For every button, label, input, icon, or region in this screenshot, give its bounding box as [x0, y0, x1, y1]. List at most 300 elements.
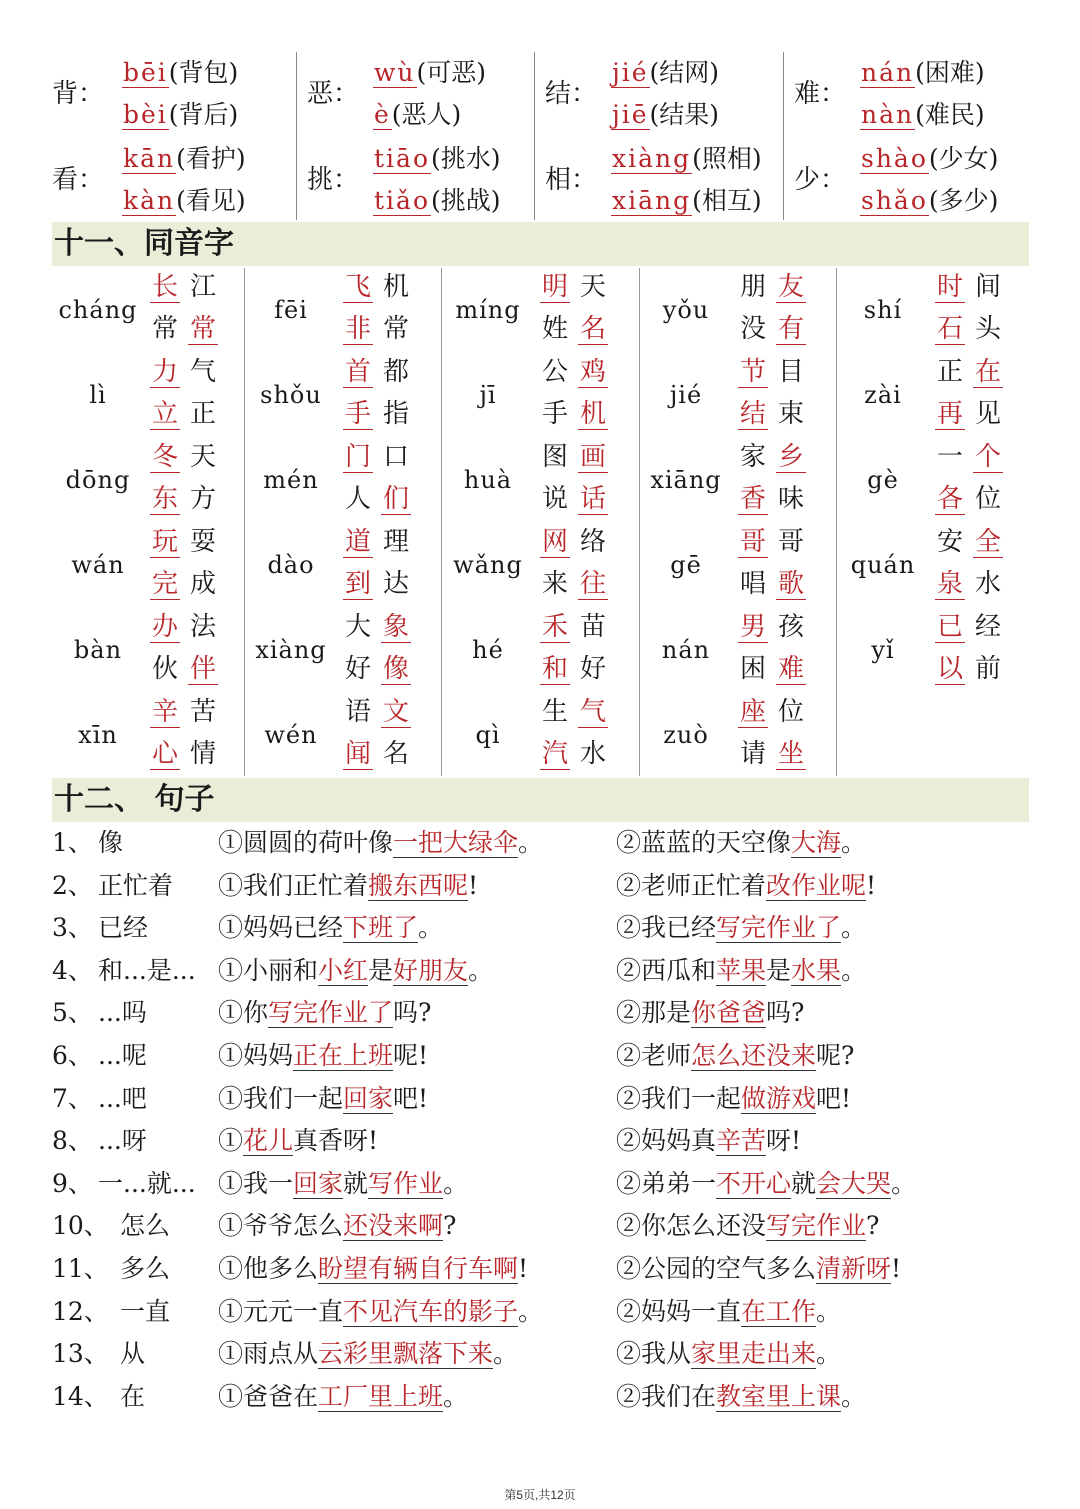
sentence-row: [52, 1078, 1032, 1120]
sentence-text: 。: [418, 913, 444, 943]
sentence-keyword: 一直: [120, 1296, 171, 1326]
homophone-char: 安: [936, 527, 963, 557]
example-sentence-1: [218, 1291, 543, 1333]
sentence-text: 。: [518, 828, 544, 857]
underlined-answer: 不见汽车的影子: [343, 1296, 519, 1326]
homophone-pinyin: wén: [264, 721, 318, 749]
pinyin: bèi: [123, 100, 168, 129]
homophone-char: 位: [777, 697, 804, 727]
sentence-text: 。: [816, 1339, 842, 1369]
homophone-target-char: 泉: [936, 569, 963, 599]
sentence-text: 吧!: [393, 1083, 429, 1113]
sentence-row: [52, 1163, 1032, 1205]
homophone-pinyin: dào: [267, 551, 315, 579]
homophone-char: 水: [579, 739, 606, 769]
homophone-char: 没: [739, 314, 766, 344]
homophone-pinyin: xiāng: [650, 466, 722, 494]
underlined-answer: 好朋友: [393, 955, 469, 985]
homophone-char: 朋: [739, 272, 766, 302]
sentence-number: 9、: [52, 1168, 93, 1198]
sentence-text: 呀!: [766, 1126, 802, 1156]
sentence-text: ①元元一直: [218, 1296, 344, 1326]
sentence-text: 。: [493, 1339, 519, 1369]
underlined-answer: 改作业呢: [766, 870, 867, 900]
homophone-char: 手: [541, 399, 568, 429]
homophone-char: 来: [541, 569, 568, 599]
homophone-char: 水: [974, 569, 1001, 599]
homophone-pinyin: zài: [864, 381, 902, 409]
homophone-target-char: 完: [151, 569, 178, 599]
example-word: (可恶): [416, 58, 487, 87]
example-sentence-1: [218, 907, 443, 949]
example-sentence-2: [616, 1035, 854, 1077]
homophone-pinyin: shí: [863, 296, 903, 324]
homophone-char: 味: [777, 484, 804, 514]
homophone-char: 大: [344, 612, 371, 642]
homophone-char: 口: [382, 442, 409, 472]
sentence-text: ①爷爷怎么: [218, 1211, 344, 1241]
polyphonic-column: [296, 52, 535, 220]
underlined-answer: 回家: [293, 1168, 344, 1198]
polyphonic-reading: [611, 98, 719, 132]
homophone-target-char: 结: [739, 399, 766, 429]
homophone-target-char: 象: [382, 612, 409, 642]
example-sentence-2: [616, 1291, 841, 1333]
underlined-answer: 一把大绿伞: [393, 828, 519, 857]
sentence-number: 1、: [52, 828, 93, 857]
sentence-text: ②公园的空气多么: [616, 1254, 817, 1283]
underlined-answer: 写作业: [368, 1168, 444, 1198]
sentence-text: ?: [866, 1211, 880, 1241]
homophone-target-char: 闻: [344, 739, 371, 769]
sentence-text: ②弟弟一: [616, 1168, 717, 1198]
homophone-target-char: 非: [344, 314, 371, 344]
homophone-char: 络: [579, 527, 606, 557]
sentence-number: 10、: [52, 1211, 109, 1241]
pinyin: jié: [612, 58, 649, 87]
homophone-pinyin: shǒu: [260, 381, 322, 409]
homophone-char: 家: [739, 442, 766, 472]
pinyin: tiāo: [374, 144, 430, 173]
sentence-text: 。: [518, 1296, 544, 1326]
sentence-text: ②妈妈一直: [616, 1296, 742, 1326]
homophone-char: 正: [189, 399, 216, 429]
sentence-text: 吧!: [816, 1083, 852, 1113]
homophone-char: 目: [777, 357, 804, 387]
homophone-char: 见: [974, 399, 1001, 429]
example-word: (看护): [176, 144, 246, 173]
example-sentence-1: [218, 1163, 468, 1205]
underlined-answer: 在工作: [741, 1296, 817, 1326]
homophone-target-char: 鸡: [579, 357, 606, 387]
example-sentence-1: [218, 1248, 528, 1290]
sentence-keyword: ...吗: [98, 998, 147, 1028]
sentence-number: 4、: [52, 955, 93, 985]
example-sentence-2: [616, 950, 866, 992]
homophone-char: 都: [382, 357, 409, 387]
homophone-column: [244, 268, 442, 776]
homophone-char: 成: [189, 569, 216, 599]
sentence-text: ②蓝蓝的天空像: [616, 828, 792, 857]
polyphonic-reading: [860, 142, 998, 176]
homophone-target-char: 画: [579, 442, 606, 472]
example-word: (照相): [692, 144, 762, 173]
example-word: (结网): [649, 58, 720, 87]
underlined-answer: 辛苦: [716, 1126, 767, 1156]
sentence-text: ②老师: [616, 1041, 692, 1070]
pinyin: kàn: [123, 186, 176, 215]
homophone-target-char: 个: [974, 442, 1001, 472]
polyphonic-reading: [860, 98, 985, 132]
homophone-target-char: 首: [344, 357, 371, 387]
homophone-target-char: 乡: [777, 442, 804, 472]
example-word: (相互): [692, 186, 762, 215]
sentence-text: 就: [791, 1168, 817, 1198]
homophone-target-char: 话: [579, 484, 606, 514]
homophone-column: [52, 268, 244, 776]
homophone-target-char: 座: [739, 697, 766, 727]
homophone-char: 常: [382, 314, 409, 344]
sentence-text: 就: [343, 1168, 369, 1198]
homophone-char: 苗: [579, 612, 606, 642]
homophone-char: 姓: [541, 314, 568, 344]
homophone-pinyin: hé: [472, 636, 504, 664]
underlined-answer: 小红: [318, 955, 369, 985]
homophone-target-char: 哥: [739, 527, 766, 557]
example-word: (少女): [928, 144, 999, 173]
underlined-answer: 做游戏: [741, 1083, 817, 1113]
polyphonic-reading: [860, 184, 998, 218]
sentence-text: 。: [891, 1168, 917, 1198]
sentence-text: ②你怎么还没: [616, 1211, 767, 1241]
sentence-text: ①我们正忙着: [218, 870, 369, 900]
sentence-row: [52, 822, 1032, 864]
homophone-pinyin: jī: [479, 381, 497, 409]
homophone-char: 唱: [739, 569, 766, 599]
sentence-number: 11、: [52, 1254, 109, 1283]
sentence-text: ②西瓜和: [616, 955, 717, 985]
homophone-pinyin: cháng: [58, 296, 138, 324]
example-sentence-1: [218, 1035, 428, 1077]
pinyin: bēi: [123, 58, 168, 87]
homophone-pinyin: xiàng: [255, 636, 327, 664]
homophone-pinyin: fēi: [274, 296, 308, 324]
underlined-answer: 怎么还没来: [691, 1041, 817, 1070]
sentence-row: [52, 1035, 1032, 1077]
sentence-keyword: 和...是...: [98, 955, 196, 985]
underlined-answer: 下班了: [343, 913, 419, 943]
example-word: (看见): [176, 186, 246, 215]
sentence-row: [52, 1376, 1032, 1418]
sentence-text: 是: [766, 955, 792, 985]
polyphonic-reading: [122, 56, 238, 90]
underlined-answer: 教室里上课: [716, 1381, 842, 1411]
pinyin: è: [374, 100, 391, 129]
sentence-number: 12、: [52, 1296, 109, 1326]
homophone-char: 人: [344, 484, 371, 514]
pinyin: shǎo: [861, 186, 928, 215]
homophone-char: 名: [382, 739, 409, 769]
sentence-text: ①妈妈已经: [218, 913, 344, 943]
underlined-answer: 苹果: [716, 955, 767, 985]
sentence-text: ①爸爸在: [218, 1381, 319, 1411]
example-word: (背包): [168, 58, 239, 87]
sentence-text: !: [518, 1254, 529, 1283]
polyphonic-reading: [611, 56, 719, 90]
homophone-char: 请: [739, 739, 766, 769]
sentence-row: [52, 865, 1032, 907]
pinyin: shào: [861, 144, 928, 173]
example-sentence-2: [616, 1333, 841, 1375]
homophone-char: 达: [382, 569, 409, 599]
example-word: (难民): [915, 100, 985, 129]
homophone-pinyin: qì: [475, 721, 501, 749]
polyphonic-reading: [611, 184, 762, 218]
sentence-text: 。: [468, 955, 494, 985]
sentence-text: ②我们在: [616, 1381, 717, 1411]
example-sentence-2: [616, 1205, 879, 1247]
sentence-number: 13、: [52, 1339, 109, 1369]
homophone-char: 说: [541, 484, 568, 514]
sentence-text: !: [891, 1254, 902, 1283]
sentence-text: ②妈妈真: [616, 1126, 717, 1156]
homophone-pinyin: zuò: [663, 721, 709, 749]
homophone-target-char: 文: [382, 697, 409, 727]
example-sentence-2: [616, 1120, 801, 1162]
sentence-keyword: ...呀: [98, 1126, 147, 1156]
underlined-answer: 正在上班: [293, 1041, 394, 1070]
homophone-char: 孩: [777, 612, 804, 642]
sentence-text: !: [866, 870, 877, 900]
sentence-keyword: 从: [120, 1339, 146, 1369]
homophone-target-char: 节: [739, 357, 766, 387]
pinyin: xiāng: [612, 186, 692, 215]
homophone-target-char: 手: [344, 399, 371, 429]
homophone-char: 生: [541, 697, 568, 727]
homophone-target-char: 道: [344, 527, 371, 557]
sentence-keyword: 像: [98, 828, 124, 857]
homophone-target-char: 香: [739, 484, 766, 514]
sentence-row: [52, 1205, 1032, 1247]
sentence-row: [52, 1333, 1032, 1375]
example-sentence-2: [616, 822, 866, 864]
homophone-char: 间: [974, 272, 1001, 302]
polyphonic-reading: [373, 98, 461, 132]
homophone-column: [836, 268, 1033, 776]
homophone-target-char: 门: [344, 442, 371, 472]
homophone-char: 天: [579, 272, 606, 302]
sentence-text: ①我一: [218, 1168, 294, 1198]
sentence-text: 真香呀!: [293, 1126, 379, 1156]
homophone-char: 天: [189, 442, 216, 472]
polyphonic-column: [783, 52, 1031, 220]
underlined-answer: 还没来啊: [343, 1211, 444, 1241]
polyphonic-column: [52, 52, 296, 220]
polyphonic-reading: [373, 142, 501, 176]
homophone-pinyin: jié: [669, 381, 703, 409]
sentence-number: 2、: [52, 870, 93, 900]
homophone-pinyin: lì: [89, 381, 107, 409]
sentence-text: ②我已经: [616, 913, 717, 943]
homophone-char: 一: [936, 442, 963, 472]
polyphonic-char: 背：: [52, 79, 105, 109]
homophone-target-char: 办: [151, 612, 178, 642]
underlined-answer: 会大哭: [816, 1168, 892, 1198]
homophone-target-char: 到: [344, 569, 371, 599]
sentence-text: 。: [841, 913, 867, 943]
homophone-char: 位: [974, 484, 1001, 514]
homophone-target-char: 石: [936, 314, 963, 344]
polyphonic-reading: [373, 184, 501, 218]
homophone-target-char: 往: [579, 569, 606, 599]
sentence-row: [52, 950, 1032, 992]
homophone-pinyin: gè: [867, 466, 899, 494]
homophone-target-char: 全: [974, 527, 1001, 557]
homophone-target-char: 辛: [151, 697, 178, 727]
sentence-text: !: [468, 870, 479, 900]
homophone-char: 苦: [189, 697, 216, 727]
sentence-text: 。: [841, 955, 867, 985]
underlined-answer: 你爸爸: [691, 998, 767, 1028]
homophone-target-char: 像: [382, 654, 409, 684]
sentence-keyword: 正忙着: [98, 870, 174, 900]
homophone-column: [441, 268, 640, 776]
example-sentence-2: [616, 865, 876, 907]
homophone-char: 好: [344, 654, 371, 684]
example-sentence-1: [218, 1376, 468, 1418]
sentence-text: 。: [443, 1168, 469, 1198]
pinyin: nàn: [861, 100, 915, 129]
example-sentence-2: [616, 1163, 916, 1205]
underlined-answer: 家里走出来: [691, 1339, 817, 1369]
underlined-answer: 水果: [791, 955, 842, 985]
homophone-pinyin: wán: [71, 551, 125, 579]
polyphonic-char: 挑：: [307, 165, 360, 195]
polyphonic-reading: [860, 56, 985, 90]
homophone-target-char: 立: [151, 399, 178, 429]
page-footer: 第5页,共12页: [504, 1488, 576, 1502]
pinyin: wù: [374, 58, 416, 87]
polyphonic-char: 看：: [52, 165, 105, 195]
homophone-char: 困: [739, 654, 766, 684]
section-12-header: 十二、 句子: [52, 778, 1029, 822]
sentence-text: ①我们一起: [218, 1083, 344, 1113]
sentence-text: 吗?: [393, 998, 432, 1028]
example-sentence-2: [616, 1078, 851, 1120]
sentence-text: ②我们一起: [616, 1083, 742, 1113]
homophone-char: 机: [382, 272, 409, 302]
sentence-text: ①雨点从: [218, 1339, 319, 1369]
polyphonic-reading: [373, 56, 486, 90]
homophone-char: 指: [382, 399, 409, 429]
example-sentence-1: [218, 992, 431, 1034]
example-word: (背后): [168, 100, 239, 129]
sentence-text: 。: [841, 1381, 867, 1411]
pinyin: nán: [861, 58, 915, 87]
homophone-target-char: 伴: [189, 654, 216, 684]
polyphonic-reading: [122, 142, 246, 176]
sentence-row: [52, 907, 1032, 949]
homophone-target-char: 飞: [344, 272, 371, 302]
homophone-pinyin: quán: [850, 551, 916, 579]
sentence-keyword: 已经: [98, 913, 149, 943]
homophone-target-char: 歌: [777, 569, 804, 599]
homophone-char: 经: [974, 612, 1001, 642]
homophone-target-char: 男: [739, 612, 766, 642]
homophone-target-char: 坐: [777, 739, 804, 769]
example-sentence-1: [218, 1205, 456, 1247]
example-sentence-1: [218, 950, 493, 992]
homophone-target-char: 友: [777, 272, 804, 302]
underlined-answer: 回家: [343, 1083, 394, 1113]
sentence-text: 。: [816, 1296, 842, 1326]
homophone-pinyin: bàn: [73, 636, 123, 664]
polyphonic-char: 相：: [545, 165, 598, 195]
homophone-char: 耍: [189, 527, 216, 557]
polyphonic-char: 恶：: [307, 79, 360, 109]
homophone-target-char: 汽: [541, 739, 568, 769]
homophone-target-char: 以: [936, 654, 963, 684]
homophone-target-char: 名: [579, 314, 606, 344]
example-sentence-1: [218, 865, 478, 907]
homophone-char: 法: [189, 612, 216, 642]
sentence-keyword: 怎么: [120, 1211, 171, 1241]
homophone-target-char: 难: [777, 654, 804, 684]
polyphonic-table: [52, 52, 1030, 220]
sentence-number: 5、: [52, 998, 93, 1028]
homophone-target-char: 时: [936, 272, 963, 302]
homophone-char: 哥: [777, 527, 804, 557]
polyphonic-char: 少：: [794, 165, 847, 195]
sentence-text: ②老师正忙着: [616, 870, 767, 900]
sentence-text: 吗?: [766, 998, 805, 1028]
homophone-target-char: 和: [541, 654, 568, 684]
underlined-answer: 工厂里上班: [318, 1381, 444, 1411]
example-sentence-2: [616, 907, 866, 949]
homophone-char: 理: [382, 527, 409, 557]
homophone-target-char: 网: [541, 527, 568, 557]
sentence-keyword: ...吧: [98, 1083, 147, 1113]
sentence-number: 3、: [52, 913, 93, 943]
homophone-pinyin: dōng: [65, 466, 131, 494]
section-11-header: 十一、同音字: [52, 222, 1029, 266]
homophone-target-char: 再: [936, 399, 963, 429]
sentence-row: [52, 1248, 1032, 1290]
homophone-target-char: 在: [974, 357, 1001, 387]
sentence-row: [52, 1291, 1032, 1333]
homophone-target-char: 气: [579, 697, 606, 727]
homophone-target-char: 明: [541, 272, 568, 302]
homophone-pinyin: nán: [661, 636, 711, 664]
sentence-text: ①他多么: [218, 1254, 319, 1283]
homophone-target-char: 们: [382, 484, 409, 514]
polyphonic-column: [534, 52, 784, 220]
homophone-char: 前: [974, 654, 1001, 684]
homophone-char: 情: [189, 739, 216, 769]
homophone-target-char: 东: [151, 484, 178, 514]
homophone-target-char: 力: [151, 357, 178, 387]
homophone-char: 图: [541, 442, 568, 472]
sentence-text: ①妈妈: [218, 1041, 294, 1070]
homophone-char: 公: [541, 357, 568, 387]
example-word: (恶人): [391, 100, 462, 129]
homophone-pinyin: yǒu: [662, 296, 710, 324]
underlined-answer: 云彩里飘落下来: [318, 1339, 494, 1369]
homophone-pinyin: xīn: [78, 721, 118, 749]
homophone-target-char: 各: [936, 484, 963, 514]
pinyin: jiē: [612, 100, 649, 129]
example-sentence-1: [218, 822, 543, 864]
